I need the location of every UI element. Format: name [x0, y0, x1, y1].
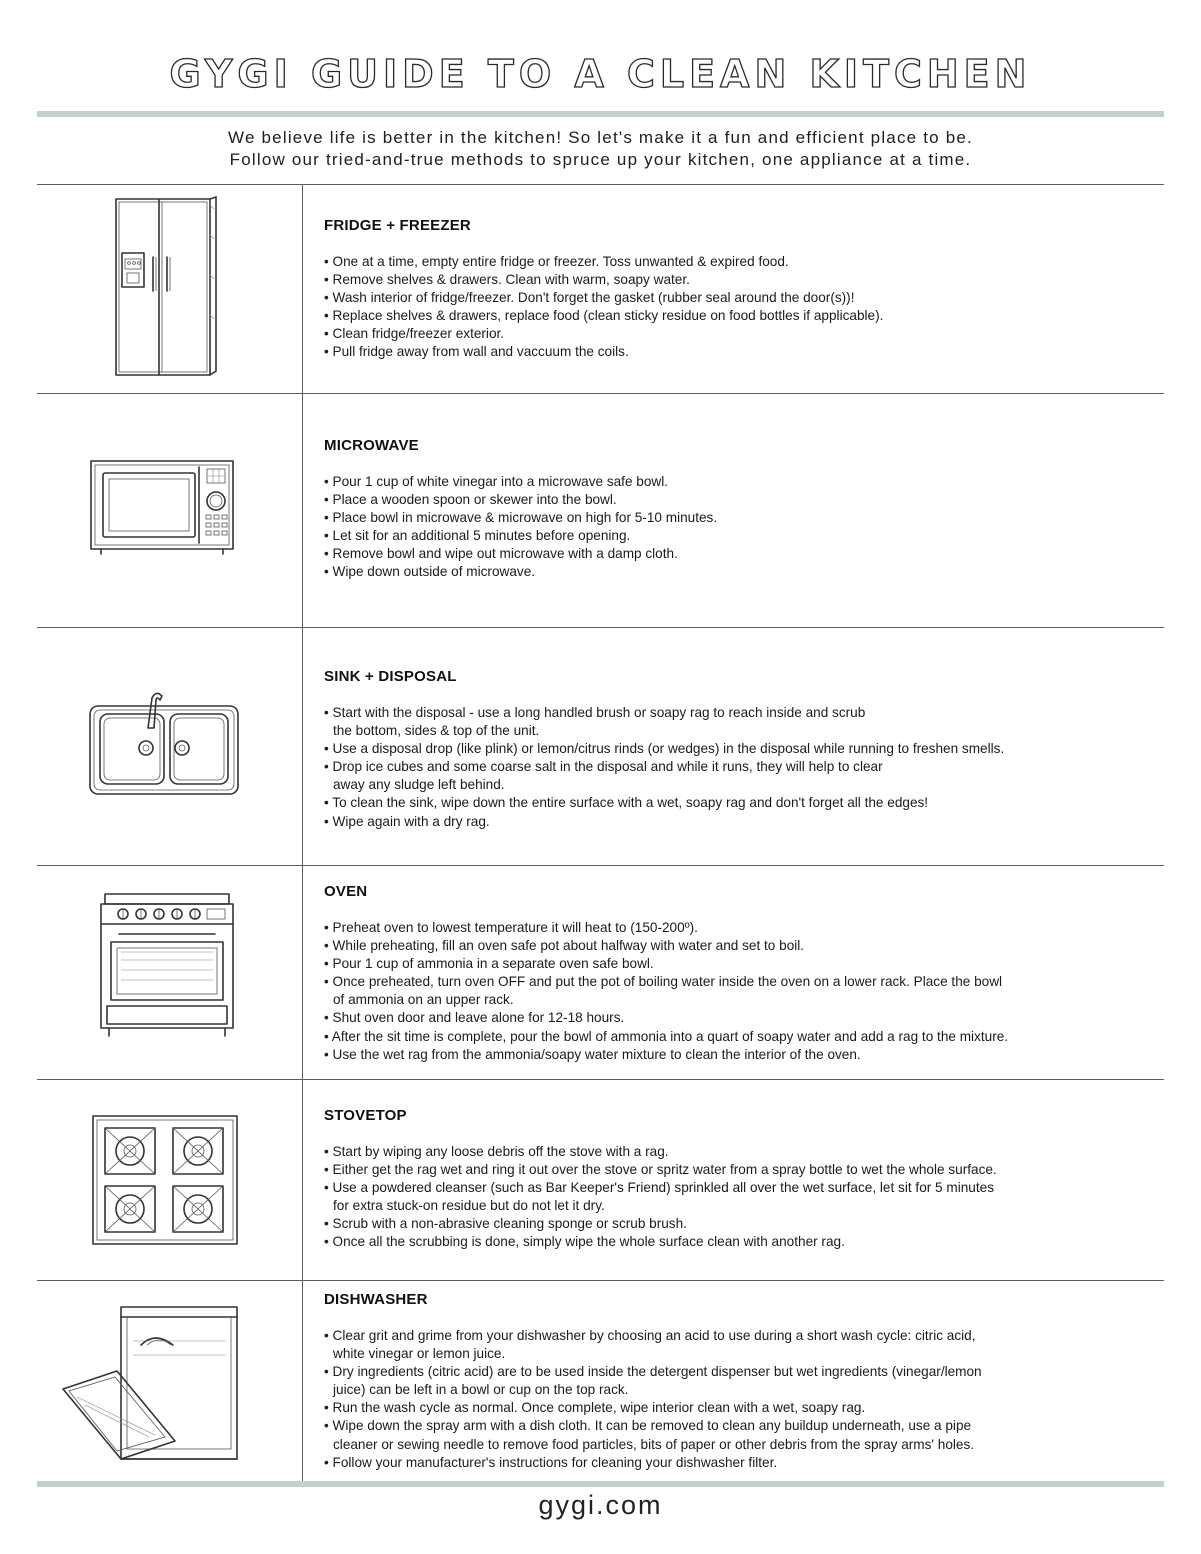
section-content	[324, 1291, 1154, 1472]
footer-site-link[interactable]: gygi.com	[538, 1490, 663, 1520]
instruction-list	[324, 1327, 1154, 1472]
list-item: • Pour 1 cup of white vinegar into a microwave safe bowl.	[324, 473, 1154, 491]
list-item: • Clear grit and grime from your dishwasher by choosing an acid to use during a short wash cycle: citric acid, white vinegar or lemon juice.	[324, 1327, 1154, 1363]
list-item: • Once preheated, turn oven OFF and put the pot of boiling water inside the oven on a lower rack. Place the bowl of ammonia on an upper rack.	[324, 973, 1154, 1009]
fridge-icon	[110, 195, 220, 381]
dishwasher-illustration	[37, 1281, 302, 1482]
section-content	[324, 437, 1154, 582]
section-fridge	[37, 185, 1164, 394]
list-item: • To clean the sink, wipe down the entire surface with a wet, soapy rag and don't forget all the edges!	[324, 794, 1154, 812]
list-item: • Either get the rag wet and ring it out over the stove or spritz water from a spray bottle to wet the whole surface.	[324, 1161, 1154, 1179]
stovetop-illustration	[37, 1080, 302, 1281]
fridge-illustration	[37, 185, 302, 394]
list-item: • Start with the disposal - use a long handled brush or soapy rag to reach inside and scrub the bottom, sides & top of the unit.	[324, 704, 1154, 740]
intro-line-2: Follow our tried-and-true methods to spruce up your kitchen, one appliance at a time.	[229, 150, 972, 169]
intro-line-1: We believe life is better in the kitchen! So let's make it a fun and efficient place to be.	[228, 128, 973, 147]
list-item: • After the sit time is complete, pour the bowl of ammonia into a quart of soapy water and add a rag to the mixture.	[324, 1028, 1154, 1046]
list-item: • Pour 1 cup of ammonia in a separate oven safe bowl.	[324, 955, 1154, 973]
section-content	[324, 217, 1154, 362]
section-content	[324, 883, 1154, 1064]
section-title: DISHWASHER	[324, 1291, 428, 1308]
list-item: • Scrub with a non-abrasive cleaning sponge or scrub brush.	[324, 1215, 1154, 1233]
instruction-list	[324, 704, 1154, 831]
section-content	[324, 1107, 1154, 1252]
oven-illustration	[37, 866, 302, 1080]
dishwasher-icon	[55, 1301, 245, 1481]
top-divider	[37, 111, 1164, 117]
list-item: • Remove bowl and wipe out microwave with a damp cloth.	[324, 545, 1154, 563]
instruction-list	[324, 253, 1154, 362]
section-sink	[37, 628, 1164, 866]
list-item: • Follow your manufacturer's instructions for cleaning your dishwasher filter.	[324, 1454, 1154, 1472]
bottom-divider	[37, 1481, 1164, 1487]
section-title: STOVETOP	[324, 1107, 407, 1124]
cleaning-guide-table	[37, 184, 1164, 1482]
list-item: • Shut oven door and leave alone for 12-18 hours.	[324, 1009, 1154, 1027]
intro-text	[0, 127, 1201, 171]
stovetop-icon	[89, 1112, 241, 1248]
list-item: • Clean fridge/freezer exterior.	[324, 325, 1154, 343]
list-item: • Replace shelves & drawers, replace food (clean sticky residue on food bottles if applicable).	[324, 307, 1154, 325]
list-item: • One at a time, empty entire fridge or freezer. Toss unwanted & expired food.	[324, 253, 1154, 271]
section-title: SINK + DISPOSAL	[324, 668, 457, 685]
list-item: • Use a disposal drop (like plink) or lemon/citrus rinds (or wedges) in the disposal while running to freshen smells.	[324, 740, 1154, 758]
list-item: • Use a powdered cleanser (such as Bar Keeper's Friend) sprinkled all over the wet surface, let sit for 5 minutes for extra stuck-on residue but do not let it dry.	[324, 1179, 1154, 1215]
list-item: • While preheating, fill an oven safe pot about halfway with water and set to boil.	[324, 937, 1154, 955]
list-item: • Start by wiping any loose debris off the stove with a rag.	[324, 1143, 1154, 1161]
sink-icon	[86, 688, 242, 798]
microwave-illustration	[37, 394, 302, 628]
section-oven	[37, 866, 1164, 1080]
list-item: • Wipe again with a dry rag.	[324, 813, 1154, 831]
section-title: FRIDGE + FREEZER	[324, 217, 471, 234]
list-item: • Preheat oven to lowest temperature it will heat to (150-200º).	[324, 919, 1154, 937]
oven-icon	[97, 890, 237, 1050]
instruction-list	[324, 919, 1154, 1064]
section-title: OVEN	[324, 883, 368, 900]
list-item: • Pull fridge away from wall and vaccuum the coils.	[324, 343, 1154, 361]
list-item: • Use the wet rag from the ammonia/soapy water mixture to clean the interior of the oven.	[324, 1046, 1154, 1064]
section-stovetop	[37, 1080, 1164, 1281]
section-microwave	[37, 394, 1164, 628]
instruction-list	[324, 473, 1154, 582]
list-item: • Remove shelves & drawers. Clean with warm, soapy water.	[324, 271, 1154, 289]
list-item: • Place a wooden spoon or skewer into the bowl.	[324, 491, 1154, 509]
section-content	[324, 668, 1154, 831]
list-item: • Wipe down the spray arm with a dish cloth. It can be removed to clean any buildup underneath, use a pipe cleaner or sewing needle to remove food particles, bits of paper or other debris from the spray arms' holes.	[324, 1417, 1154, 1453]
list-item: • Dry ingredients (citric acid) are to be used inside the detergent dispenser but wet ingredients (vinegar/lemon juice) can be left in a bowl or cup on the top rack.	[324, 1363, 1154, 1399]
list-item: • Wipe down outside of microwave.	[324, 563, 1154, 581]
page-title: GYGI GUIDE TO A CLEAN KITCHEN	[169, 52, 1032, 96]
list-item: • Drop ice cubes and some coarse salt in the disposal and while it runs, they will help to clear away any sludge left behind.	[324, 758, 1154, 794]
sink-illustration	[37, 628, 302, 866]
microwave-icon	[87, 457, 237, 557]
section-title: MICROWAVE	[324, 437, 419, 454]
section-dishwasher	[37, 1281, 1164, 1482]
list-item: • Wash interior of fridge/freezer. Don't forget the gasket (rubber seal around the door(s))!	[324, 289, 1154, 307]
list-item: • Let sit for an additional 5 minutes before opening.	[324, 527, 1154, 545]
instruction-list	[324, 1143, 1154, 1252]
list-item: • Once all the scrubbing is done, simply wipe the whole surface clean with another rag.	[324, 1233, 1154, 1251]
list-item: • Run the wash cycle as normal. Once complete, wipe interior clean with a wet, soapy rag.	[324, 1399, 1154, 1417]
list-item: • Place bowl in microwave & microwave on high for 5-10 minutes.	[324, 509, 1154, 527]
